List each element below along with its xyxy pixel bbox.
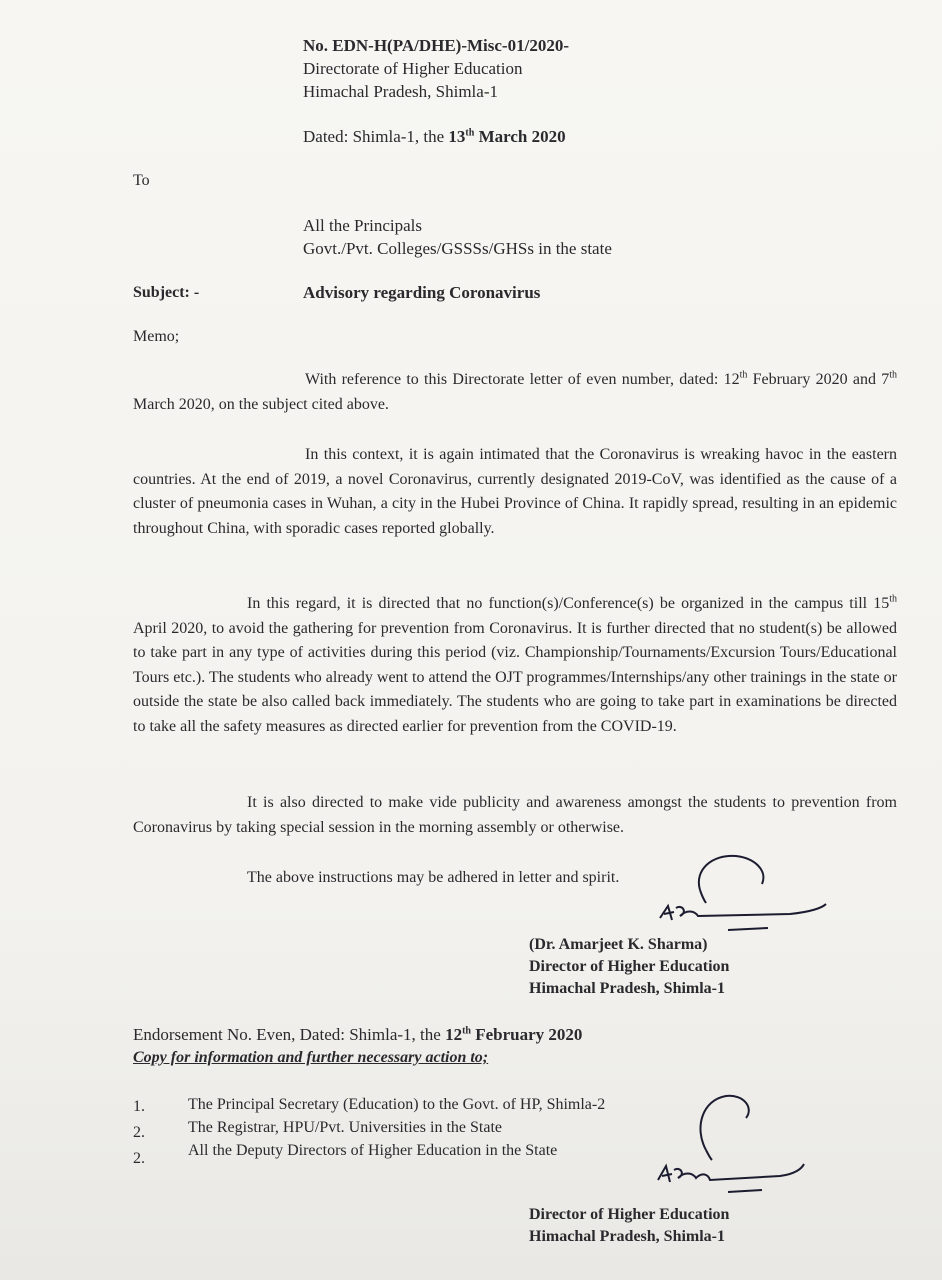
- footer-place: Himachal Pradesh, Shimla-1: [529, 1228, 726, 1245]
- list-item-1-text: The Principal Secretary (Education) to the Govt. of HP, Shimla-2: [188, 1096, 606, 1113]
- dated-sup: th: [465, 127, 475, 139]
- p1-part-b: February 2020 and 7: [747, 371, 890, 388]
- list-item-3-text: All the Deputy Directors of Higher Education in the State: [188, 1142, 558, 1159]
- paragraph-1: [133, 368, 897, 417]
- reference-number: No. EDN-H(PA/DHE)-Misc-01/2020-: [303, 36, 569, 55]
- memo-label: Memo;: [133, 328, 180, 345]
- endorsement-prefix: Endorsement No. Even, Dated: Shimla-1, the: [133, 1025, 446, 1044]
- dated-rest: March 2020: [474, 127, 566, 146]
- p3-part-a: In this regard, it is directed that no function(s)/Conference(s) be organized in the campus till 15: [247, 595, 890, 612]
- signature-1: [650, 848, 840, 938]
- list-item-3-number: 2.: [133, 1150, 145, 1167]
- signature-2: [650, 1088, 820, 1198]
- addressee-line-1: All the Principals: [303, 216, 422, 235]
- footer-designation: Director of Higher Education: [529, 1206, 730, 1223]
- subject-text: Advisory regarding Coronavirus: [303, 283, 541, 302]
- p1-part-a: With reference to this Directorate letter of even number, dated: 12: [305, 371, 740, 388]
- paragraph-4: It is also directed to make vide publicity and awareness amongst the students to prevention from Coronavirus by taking special session in the morning assembly or otherwise.: [133, 794, 897, 836]
- endorsement-line: [133, 1025, 582, 1045]
- to-label: To: [133, 172, 150, 189]
- dated-line: [303, 127, 566, 147]
- office-name: Directorate of Higher Education: [303, 59, 523, 78]
- p3-part-b: April 2020, to avoid the gathering for prevention from Coronavirus. It is further directed that no student(s) be allowed to take part in any type of activities during this period (viz. Championship/Tournaments/Excursion Tours/Educational Tours etc.). The students who already went to attend the OJT programmes/Internships/any other trainings in the state or outside the state be also called back immediately. The students who are going to take part in examinations be directed to take all the safety measures as directed earlier for prevention from the COVID-19.: [133, 619, 897, 735]
- endorsement-rest: February 2020: [470, 1025, 583, 1044]
- paragraph-5: The above instructions may be adhered in letter and spirit.: [247, 869, 620, 886]
- p1-sup-1: th: [739, 369, 748, 381]
- list-item-2-number: 2.: [133, 1124, 145, 1141]
- list-item-2-text: The Registrar, HPU/Pvt. Universities in the State: [188, 1119, 502, 1136]
- signatory-designation: Director of Higher Education: [529, 958, 730, 975]
- dated-prefix: Dated: Shimla-1, the: [303, 127, 449, 146]
- p3-sup: th: [889, 593, 897, 605]
- endorsement-day: 12: [445, 1025, 463, 1044]
- paragraph-3: [133, 592, 897, 739]
- dated-day: 13: [448, 127, 466, 146]
- copy-to-heading: Copy for information and further necessary action to;: [133, 1049, 489, 1066]
- endorsement-sup: th: [462, 1025, 471, 1037]
- p1-part-c: March 2020, on the subject cited above.: [133, 395, 389, 413]
- subject-label: Subject: -: [133, 284, 200, 301]
- paragraph-2: In this context, it is again intimated that the Coronavirus is wreaking havoc in the eastern countries. At the end of 2019, a novel Coronavirus, currently designated 2019-CoV, was identified as the cause of a cluster of pneumonia cases in Wuhan, a city in the Hubei Province of China. It rapidly spread, resulting in an epidemic throughout China, with sporadic cases reported globally.: [133, 446, 897, 537]
- addressee-line-2: Govt./Pvt. Colleges/GSSSs/GHSs in the state: [303, 239, 612, 258]
- signatory-name: (Dr. Amarjeet K. Sharma): [529, 936, 708, 953]
- p1-sup-2: th: [889, 369, 897, 381]
- list-item-1-number: 1.: [133, 1098, 145, 1115]
- office-place: Himachal Pradesh, Shimla-1: [303, 82, 498, 101]
- signatory-place: Himachal Pradesh, Shimla-1: [529, 980, 726, 997]
